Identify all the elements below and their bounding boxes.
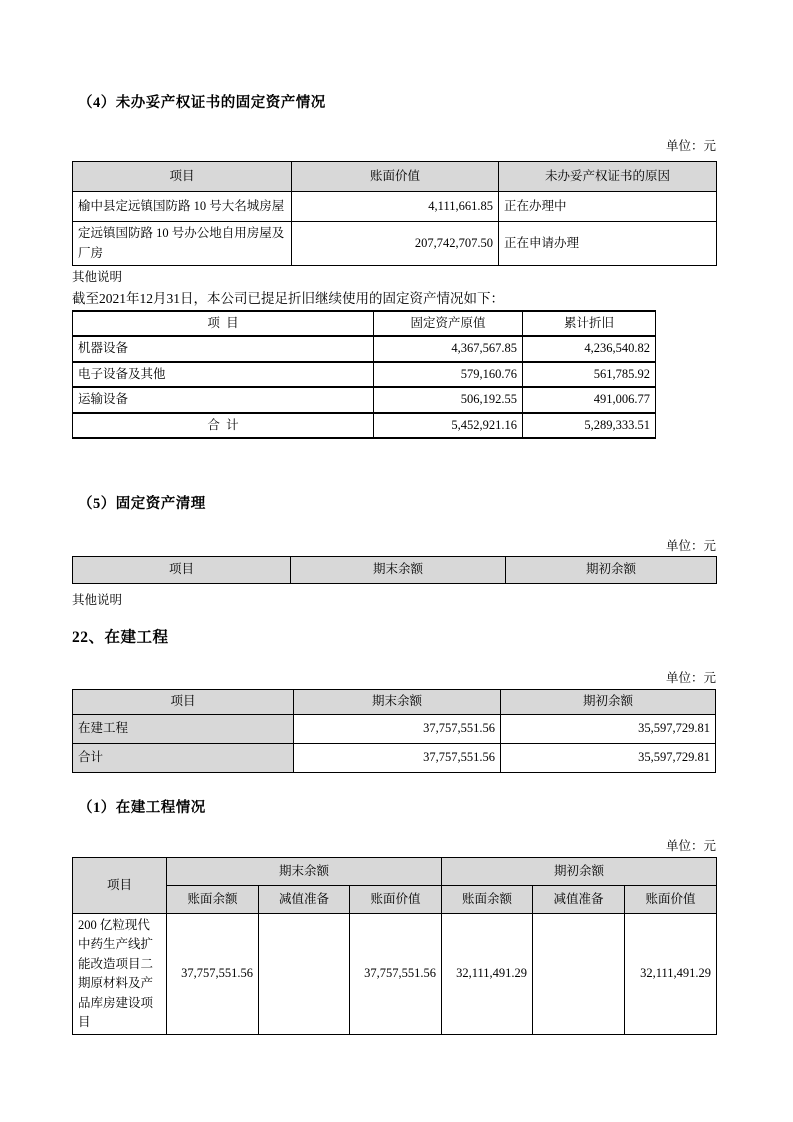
column-header-item: 项目 <box>73 858 167 914</box>
cell-opening-impairment <box>533 914 625 1035</box>
cell-accum-depreciation: 4,236,540.82 <box>523 336 656 361</box>
cell-closing-impairment <box>259 914 350 1035</box>
fully-depreciated-table <box>72 310 655 439</box>
table-row <box>73 914 717 1035</box>
cell-original-cost: 4,367,567.85 <box>374 336 523 361</box>
column-header-item: 项目 <box>73 557 291 584</box>
cell-opening-net: 32,111,491.29 <box>625 914 717 1035</box>
section-heading-construction-in-progress: 22、在建工程 <box>72 629 169 646</box>
column-header-closing: 期末余额 <box>294 690 501 715</box>
column-header-opening-impairment: 减值准备 <box>533 886 625 914</box>
cell-item: 200 亿粒现代中药生产线扩能改造项目二期原材料及产品库房建设项目 <box>73 914 167 1035</box>
column-group-closing: 期末余额 <box>167 858 442 886</box>
cip-summary-table <box>72 689 716 773</box>
column-header-opening: 期初余额 <box>501 690 716 715</box>
cell-closing-total: 37,757,551.56 <box>294 744 501 773</box>
column-header-book-value: 账面价值 <box>292 162 499 192</box>
column-header-closing-impairment: 减值准备 <box>259 886 350 914</box>
cell-total-label: 合计 <box>73 744 294 773</box>
cell-original-cost: 579,160.76 <box>374 362 523 387</box>
table-row <box>73 336 656 361</box>
column-header-opening-net: 账面价值 <box>625 886 717 914</box>
cell-closing-net: 37,757,551.56 <box>350 914 442 1035</box>
column-header-opening-gross: 账面余额 <box>442 886 533 914</box>
table-total-row <box>73 744 716 773</box>
cell-item: 定远镇国防路 10 号办公地自用房屋及厂房 <box>73 222 292 266</box>
unit-label: 单位：元 <box>665 839 716 853</box>
cell-closing-gross: 37,757,551.56 <box>167 914 259 1035</box>
cell-reason: 正在办理中 <box>499 192 717 222</box>
other-note: 其他说明 <box>72 593 123 607</box>
cell-opening-total: 35,597,729.81 <box>501 744 716 773</box>
table-row <box>73 715 716 744</box>
section-heading-asset-disposal: （5）固定资产清理 <box>78 496 206 512</box>
column-header-item: 项 目 <box>73 311 374 336</box>
unit-label: 单位：元 <box>665 139 716 153</box>
column-header-item: 项目 <box>73 162 292 192</box>
cell-reason: 正在申请办理 <box>499 222 717 266</box>
cell-item: 机器设备 <box>73 336 374 361</box>
column-header-closing-gross: 账面余额 <box>167 886 259 914</box>
cell-total-label: 合 计 <box>73 413 374 438</box>
cell-original-cost-total: 5,452,921.16 <box>374 413 523 438</box>
column-header-closing-net: 账面价值 <box>350 886 442 914</box>
cell-book-value: 207,742,707.50 <box>292 222 499 266</box>
column-header-item: 项目 <box>73 690 294 715</box>
column-header-closing: 期末余额 <box>291 557 506 584</box>
table-row <box>73 387 656 412</box>
cip-detail-table <box>72 857 716 1035</box>
column-header-accum-depreciation: 累计折旧 <box>523 311 656 336</box>
section-heading-unregistered-assets: （4）未办妥产权证书的固定资产情况 <box>78 95 326 111</box>
table-row <box>73 222 717 266</box>
cell-item: 榆中县定远镇国防路 10 号大名城房屋 <box>73 192 292 222</box>
cell-original-cost: 506,192.55 <box>374 387 523 412</box>
cell-book-value: 4,111,661.85 <box>292 192 499 222</box>
cell-item: 电子设备及其他 <box>73 362 374 387</box>
unit-label: 单位：元 <box>665 671 716 685</box>
column-header-original-cost: 固定资产原值 <box>374 311 523 336</box>
table-total-row <box>73 413 656 438</box>
cell-accum-depreciation: 561,785.92 <box>523 362 656 387</box>
cell-item: 在建工程 <box>73 715 294 744</box>
column-header-opening: 期初余额 <box>506 557 717 584</box>
cell-accum-depreciation: 491,006.77 <box>523 387 656 412</box>
unit-label: 单位：元 <box>665 539 716 553</box>
other-note: 其他说明 <box>72 270 123 284</box>
section-heading-cip-detail: （1）在建工程情况 <box>78 800 206 816</box>
unregistered-assets-table <box>72 161 716 266</box>
table-row <box>73 362 656 387</box>
column-group-opening: 期初余额 <box>442 858 717 886</box>
cell-item: 运输设备 <box>73 387 374 412</box>
cell-opening: 35,597,729.81 <box>501 715 716 744</box>
table-row <box>73 192 717 222</box>
asset-disposal-table <box>72 556 716 584</box>
column-header-reason: 未办妥产权证书的原因 <box>499 162 717 192</box>
fully-depreciated-intro: 截至2021年12月31日，本公司已提足折旧继续使用的固定资产情况如下： <box>72 291 504 306</box>
cell-closing: 37,757,551.56 <box>294 715 501 744</box>
cell-opening-gross: 32,111,491.29 <box>442 914 533 1035</box>
cell-accum-depreciation-total: 5,289,333.51 <box>523 413 656 438</box>
